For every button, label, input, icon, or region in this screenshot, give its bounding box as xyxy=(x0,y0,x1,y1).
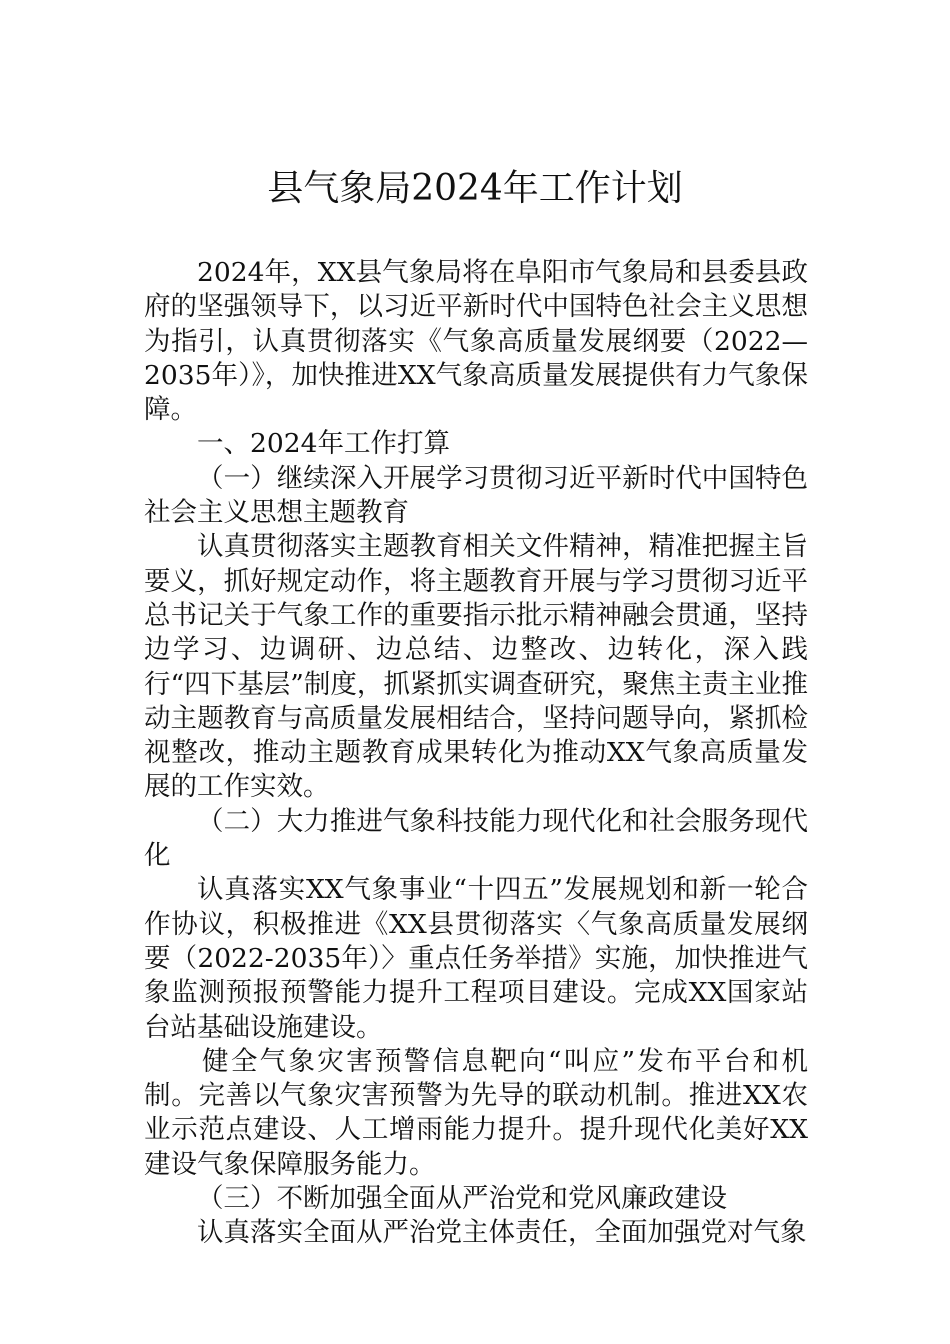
intro-paragraph: 2024年，XX县气象局将在阜阳市气象局和县委县政府的坚强领导下，以习近平新时代中国特色社会主义思想为指引，认真贯彻落实《气象高质量发展纲要（2022—2035年）》，加快推进XX气象高质量发展提供有力气象保障。 xyxy=(144,257,808,426)
subsection-heading-3: （三）不断加强全面从严治党和党风廉政建设 xyxy=(197,1183,727,1215)
section-heading-1: 一、2024年工作打算 xyxy=(197,428,450,460)
body-paragraph: 认真贯彻落实主题教育相关文件精神，精准把握主旨要义，抓好规定动作，将主题教育开展与学习贯彻习近平总书记关于气象工作的重要指示批示精神融会贯通，坚持边学习、边调研、边总结、边整改、边转化，深入践行“四下基层”制度，抓紧抓实调查研究，聚焦主责主业推动主题教育与高质量发展相结合，坚持问题导向，紧抓检视整改，推动主题教育成果转化为推动XX气象高质量发展的工作实效。 xyxy=(144,531,808,803)
body-paragraph: 认真落实全面从严治党主体责任，全面加强党对气象 xyxy=(197,1217,807,1249)
body-paragraph: 健全气象灾害预警信息靶向“叫应”发布平台和机制。完善以气象灾害预警为先导的联动机制。推进XX农业示范点建设、人工增雨能力提升。提升现代化美好XX建设气象保障服务能力。 xyxy=(144,1045,808,1180)
subsection-heading-1: （一）继续深入开展学习贯彻习近平新时代中国特色社会主义思想主题教育 xyxy=(144,462,808,529)
body-paragraph: 认真落实XX气象事业“十四五”发展规划和新一轮合作协议，积极推进《XX县贯彻落实〈气象高质量发展纲要（2022-2035年）〉重点任务举措》实施，加快推进气象监测预报预警能力提升工程项目建设。完成XX国家站台站基础设施建设。 xyxy=(144,874,808,1043)
document-title: 县气象局2024年工作计划 xyxy=(267,168,683,209)
document-body xyxy=(144,256,808,1251)
subsection-heading-2: （二）大力推进气象科技能力现代化和社会服务现代化 xyxy=(144,805,808,872)
